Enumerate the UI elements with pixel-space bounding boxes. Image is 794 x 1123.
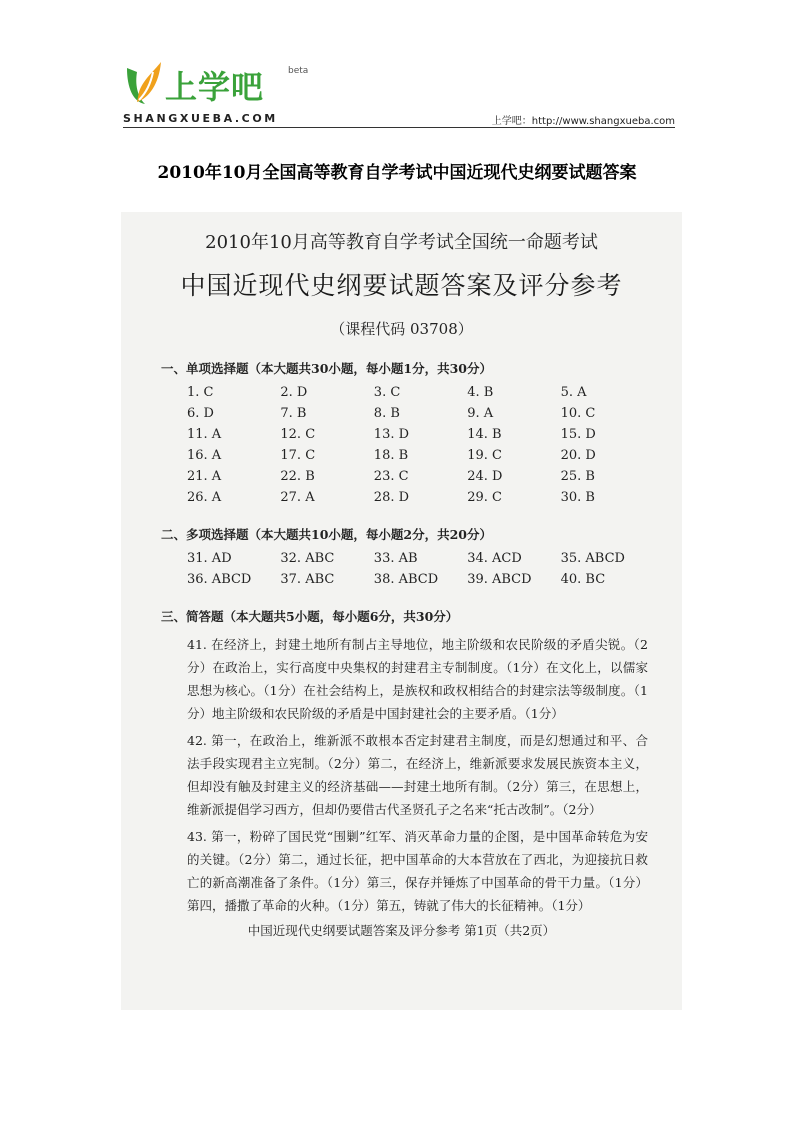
answer-item: 22. B	[280, 469, 315, 484]
scanned-answer-sheet	[121, 212, 682, 1010]
logo-beta-tag: beta	[288, 66, 309, 76]
answer-item: 26. A	[187, 490, 222, 505]
answer-item: 8. B	[373, 406, 400, 421]
section-short-answer-title: 三、简答题（本大题共5小题，每小题6分，共30分）	[161, 609, 459, 624]
course-code: （课程代码 03708）	[330, 320, 473, 338]
answer-item: 11. A	[187, 427, 222, 442]
answer-item: 7. B	[280, 406, 307, 421]
answer-item: 15. D	[560, 427, 596, 442]
answer-item: 9. A	[467, 406, 494, 421]
answer-item: 3. C	[373, 385, 401, 400]
answer-item: 38. ABCD	[373, 572, 439, 587]
answer-item: 2. D	[280, 385, 308, 400]
answer-item: 17. C	[280, 448, 316, 463]
logo-domain: SHANGXUEBA.COM	[123, 112, 278, 125]
answer-item: 39. ABCD	[467, 572, 532, 587]
answer-item: 40. BC	[560, 572, 606, 587]
exam-heading: 2010年10月高等教育自学考试全国统一命题考试	[205, 232, 598, 253]
answer-item: 27. A	[280, 490, 315, 505]
answer-item: 18. B	[373, 448, 409, 463]
logo-wordmark: 上学吧	[165, 68, 265, 106]
leaf-logo-icon	[123, 58, 163, 108]
answer-item: 5. A	[560, 385, 587, 400]
answer-item: 24. D	[467, 469, 503, 484]
answer-item: 14. B	[467, 427, 502, 442]
answer-item: 36. ABCD	[187, 572, 252, 587]
answer-item: 34. ACD	[467, 551, 522, 566]
answer-item: 12. C	[280, 427, 316, 442]
answer-item: 19. C	[467, 448, 502, 463]
answer-42: 42. 第一，在政治上，维新派不敢根本否定封建君主制度，而是幻想通过和平、合法手段实现君主立宪制。（2分）第二，在经济上，维新派要求发展民族资本主义，但却没有触及封建主义的经济基础——封建土地所有制。（2分）第三，在思想上，维新派提倡学习西方，但却仍要借古代圣贤孔子之名来“托古改制”。（2分）	[187, 733, 648, 817]
answer-item: 30. B	[560, 490, 595, 505]
answer-item: 29. C	[467, 490, 502, 505]
answer-item: 13. D	[373, 427, 410, 442]
short-answers	[187, 633, 648, 917]
multiple-choice-answers	[187, 551, 654, 587]
answer-item: 1. C	[187, 385, 214, 400]
page-header	[123, 52, 675, 128]
site-url-link[interactable]: 上学吧：http://www.shangxueba.com	[491, 116, 675, 127]
answer-item: 4. B	[467, 385, 494, 400]
answer-item: 35. ABCD	[560, 551, 625, 566]
answer-41: 41. 在经济上，封建土地所有制占主导地位，地主阶级和农民阶级的矛盾尖锐。（2分）在政治上，实行高度中央集权的封建君主专制制度。（1分）在文化上，以儒家思想为核心。（1分）在社会结构上，是族权和政权相结合的封建宗法等级制度。（1分）地主阶级和农民阶级的矛盾是中国封建社会的主要矛盾。（1分）	[187, 637, 648, 721]
answer-item: 20. D	[560, 448, 596, 463]
answer-43: 43. 第一，粉碎了国民党“围剿”红军、消灭革命力量的企图，是中国革命转危为安的关键。（2分）第二，通过长征，把中国革命的大本营放在了西北，为迎接抗日救亡的新高潮准备了条件。（1分）第三，保存并锤炼了中国革命的骨干力量。（1分）第四，播撒了革命的火种。（1分）第五，铸就了伟大的长征精神。（1分）	[187, 829, 648, 913]
answer-item: 32. ABC	[280, 551, 335, 566]
answer-item: 37. ABC	[280, 572, 335, 587]
answer-item: 6. D	[187, 406, 214, 421]
answer-item: 28. D	[373, 490, 410, 505]
single-choice-answers	[187, 385, 654, 505]
answer-item: 25. B	[560, 469, 595, 484]
answer-item: 33. AB	[373, 551, 418, 566]
section-multiple-choice-title: 二、多项选择题（本大题共10小题，每小题2分，共20分）	[161, 527, 492, 542]
section-single-choice-title: 一、单项选择题（本大题共30小题，每小题1分，共30分）	[161, 361, 492, 376]
document-title: 2010年10月全国高等教育自学考试中国近现代史纲要试题答案	[157, 163, 637, 183]
answer-item: 10. C	[560, 406, 596, 421]
answer-heading: 中国近现代史纲要试题答案及评分参考	[180, 271, 623, 300]
answer-item: 23. C	[373, 469, 409, 484]
answer-item: 31. AD	[187, 551, 232, 566]
answer-item: 16. A	[187, 448, 222, 463]
answer-item: 21. A	[187, 469, 222, 484]
header-divider	[123, 127, 675, 128]
site-logo[interactable]	[123, 56, 309, 125]
page-footer: 中国近现代史纲要试题答案及评分参考 第1页（共2页）	[247, 923, 556, 938]
